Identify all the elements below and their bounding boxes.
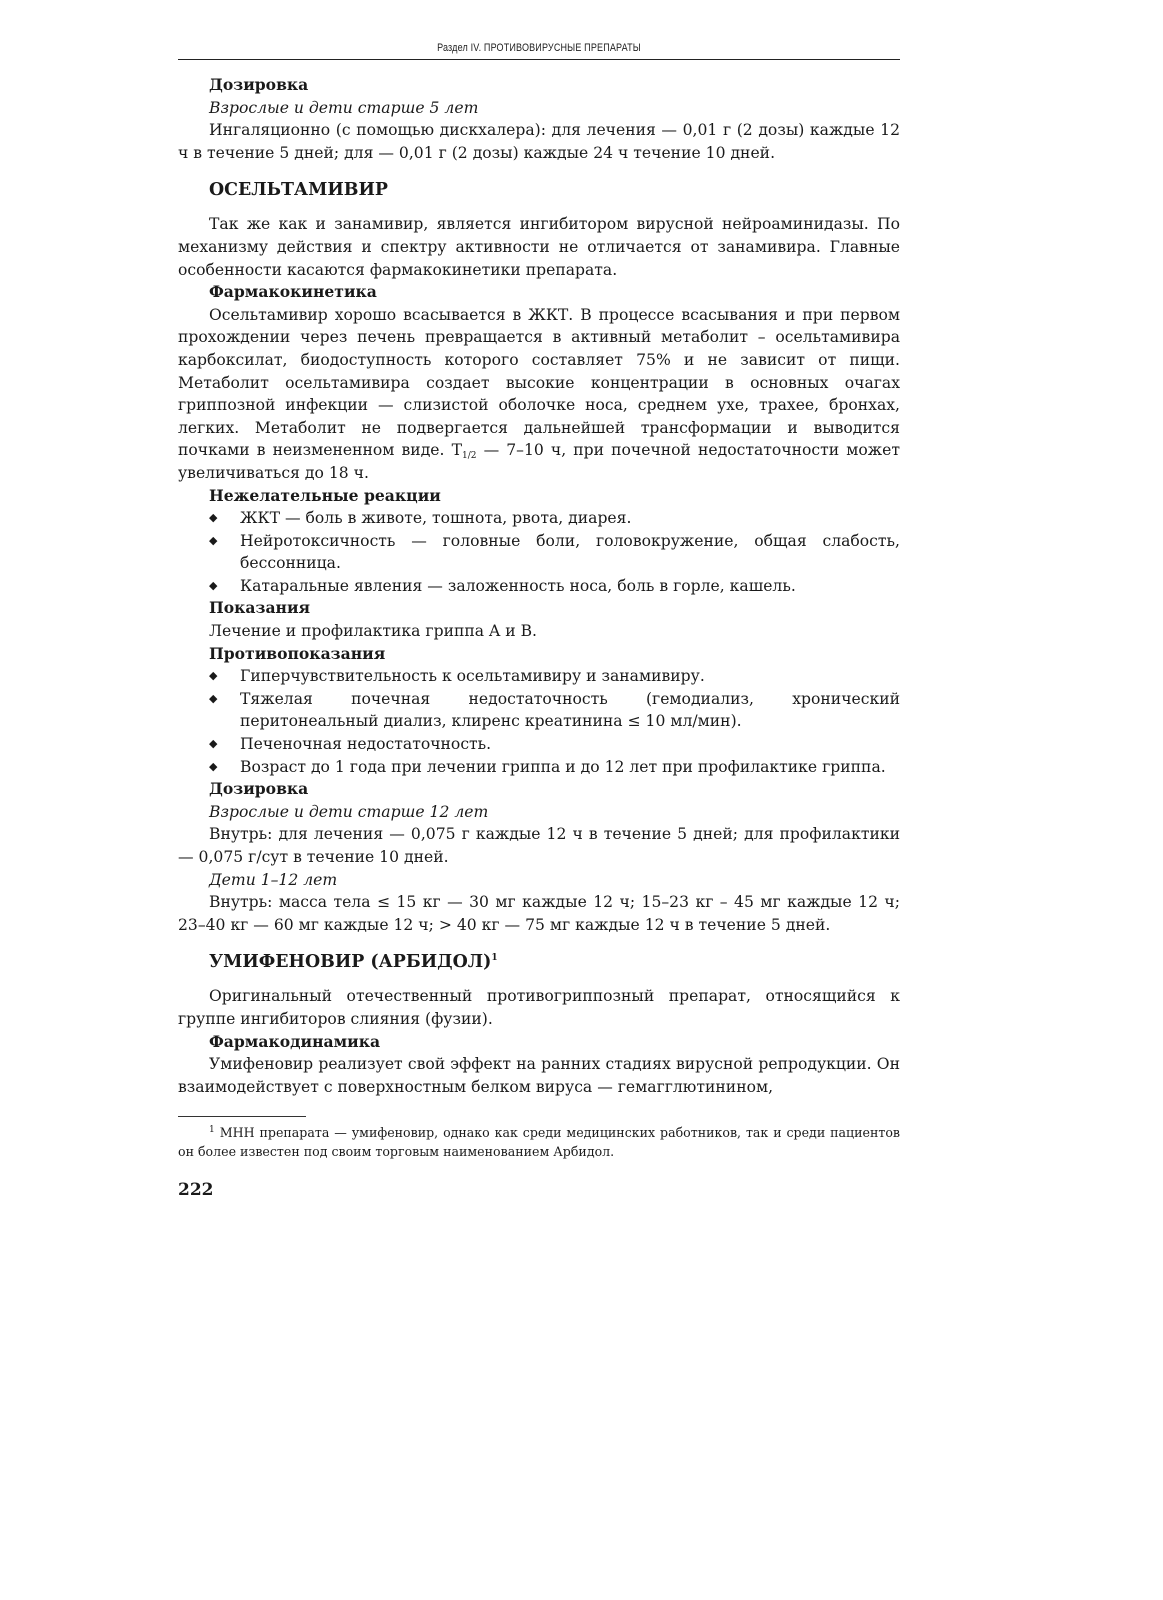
- footnote-ref: 1: [491, 953, 498, 964]
- footnote: [178, 1121, 900, 1161]
- oseltamivir-dosage-text-adults: Внутрь: для лечения — 0,075 г каждые 12 ч в течение 5 дней; для профилактики — 0,075 г/сут в течение 10 дней.: [178, 825, 900, 866]
- umifenovir-pd-heading: Фармакодинамика: [209, 1031, 381, 1051]
- oseltamivir-title: ОСЕЛЬТАМИВИР: [209, 180, 388, 201]
- list-item: ◆ Гиперчувствительность к осельтамивиру и занамивиру.: [178, 665, 900, 688]
- oseltamivir-dosage-text-children: Внутрь: масса тела ≤ 15 кг — 30 мг каждые 12 ч; 15–23 кг – 45 мг каждые 12 ч; 23–40 кг — 60 мг каждые 12 ч; > 40 кг — 75 мг каждые 12 ч в течение 5 дней.: [178, 893, 900, 934]
- pk-text-a: Осельтамивир хорошо всасывается в ЖКТ. В процессе всасывания и при первом прохождении через печень превращается в активный метаболит – осельтамивира карбоксилат, биодоступность которого составляет 75% и не зависит от пищи. Метаболит осельтамивира создает высокие концентрации в основных очагах гриппозной инфекции — слизистой оболочке носа, среднем ухе, трахее, бронхах, легких. Метаболит не подвергается дальнейшей трансформации и выводится почками в неизмененном виде. T: [178, 305, 900, 460]
- umifenovir-intro: Оригинальный отечественный противогриппозный препарат, относящийся к группе ингибиторов слияния (фузии).: [178, 987, 900, 1028]
- header-rule: [178, 59, 900, 60]
- oseltamivir-ae-heading: Нежелательные реакции: [209, 485, 441, 505]
- umifenovir-title: УМИФЕНОВИР (АРБИДОЛ)$^1$: [209, 952, 498, 973]
- oseltamivir-dosage-group-children: Дети 1–12 лет: [209, 870, 338, 889]
- oseltamivir-dosage-heading: Дозировка: [209, 779, 309, 799]
- footnote-text: МНН препарата — умифеновир, однако как среди медицинских работников, так и среди пациентов он более известен под своим торговым наименованием Арбидол.: [178, 1125, 900, 1160]
- footnote-rule: [178, 1116, 306, 1117]
- bullet-icon: ◆: [209, 533, 218, 547]
- page-number: 222: [178, 1180, 214, 1201]
- oseltamivir-indications-heading: Показания: [209, 598, 311, 618]
- list-item: ◆ Нейротоксичность — головные боли, головокружение, общая слабость, бессонница.: [209, 531, 900, 573]
- zanamivir-dosage-text: Ингаляционно (с помощью дискхалера): для лечения — 0,01 г (2 дозы) каждые 12 ч в течение 5 дней; для — 0,01 г (2 дозы) каждые 24 ч течение 10 дней.: [178, 121, 900, 162]
- book-page: [178, 38, 900, 1202]
- oseltamivir-contra-heading: Противопоказания: [209, 643, 386, 663]
- zanamivir-dosage-heading: Дозировка: [209, 75, 309, 94]
- running-head: Раздел IV. ПРОТИВОВИРУСНЫЕ ПРЕПАРАТЫ: [437, 42, 641, 54]
- bullet-icon: ◆: [209, 691, 218, 705]
- bullet-icon: ◆: [209, 511, 218, 525]
- bullet-icon: ◆: [209, 578, 218, 592]
- zanamivir-dosage-group: Взрослые и дети старше 5 лет: [209, 98, 479, 117]
- oseltamivir-contra-list: [178, 665, 900, 778]
- oseltamivir-ae-list: [178, 507, 900, 597]
- bullet-icon: ◆: [209, 737, 218, 751]
- oseltamivir-pk-text: [178, 304, 900, 485]
- list-item: ◆ Возраст до 1 года при лечении гриппа и до 12 лет при профилактике гриппа.: [178, 756, 900, 779]
- bullet-icon: ◆: [209, 669, 218, 683]
- list-item: ◆ Тяжелая почечная недостаточность (гемодиализ, хронический перитонеальный диализ, клиренс креатинина ≤ 10 мл/мин).: [209, 689, 900, 731]
- oseltamivir-indications-text: Лечение и профилактика гриппа A и B.: [209, 622, 538, 641]
- list-item: ◆ ЖКТ — боль в животе, тошнота, рвота, диарея.: [178, 507, 900, 530]
- half-life-subscript: 1/2: [461, 451, 477, 462]
- list-item: ◆ Катаральные явления — заложенность носа, боль в горле, кашель.: [178, 575, 900, 598]
- oseltamivir-intro: Так же как и занамивир, является ингибитором вирусной нейроаминидазы. По механизму действия и спектру активности не отличается от занамивира. Главные особенности касаются фармакокинетики препарата.: [178, 215, 900, 279]
- bullet-icon: ◆: [209, 759, 218, 773]
- page-content: [178, 74, 900, 1202]
- umifenovir-pd-text: Умифеновир реализует свой эффект на ранних стадиях вирусной репродукции. Он взаимодействует с поверхностным белком вируса — гемагглютинином,: [178, 1055, 900, 1096]
- list-item: ◆ Печеночная недостаточность.: [178, 733, 900, 756]
- oseltamivir-dosage-group-adults: Взрослые и дети старше 12 лет: [209, 802, 489, 821]
- oseltamivir-pk-heading: Фармакокинетика: [209, 282, 377, 302]
- footnote-mark: 1: [209, 1125, 215, 1136]
- pk-text-b: — 7–10 ч, при почечной недостаточности может увеличиваться до 18 ч.: [178, 441, 900, 482]
